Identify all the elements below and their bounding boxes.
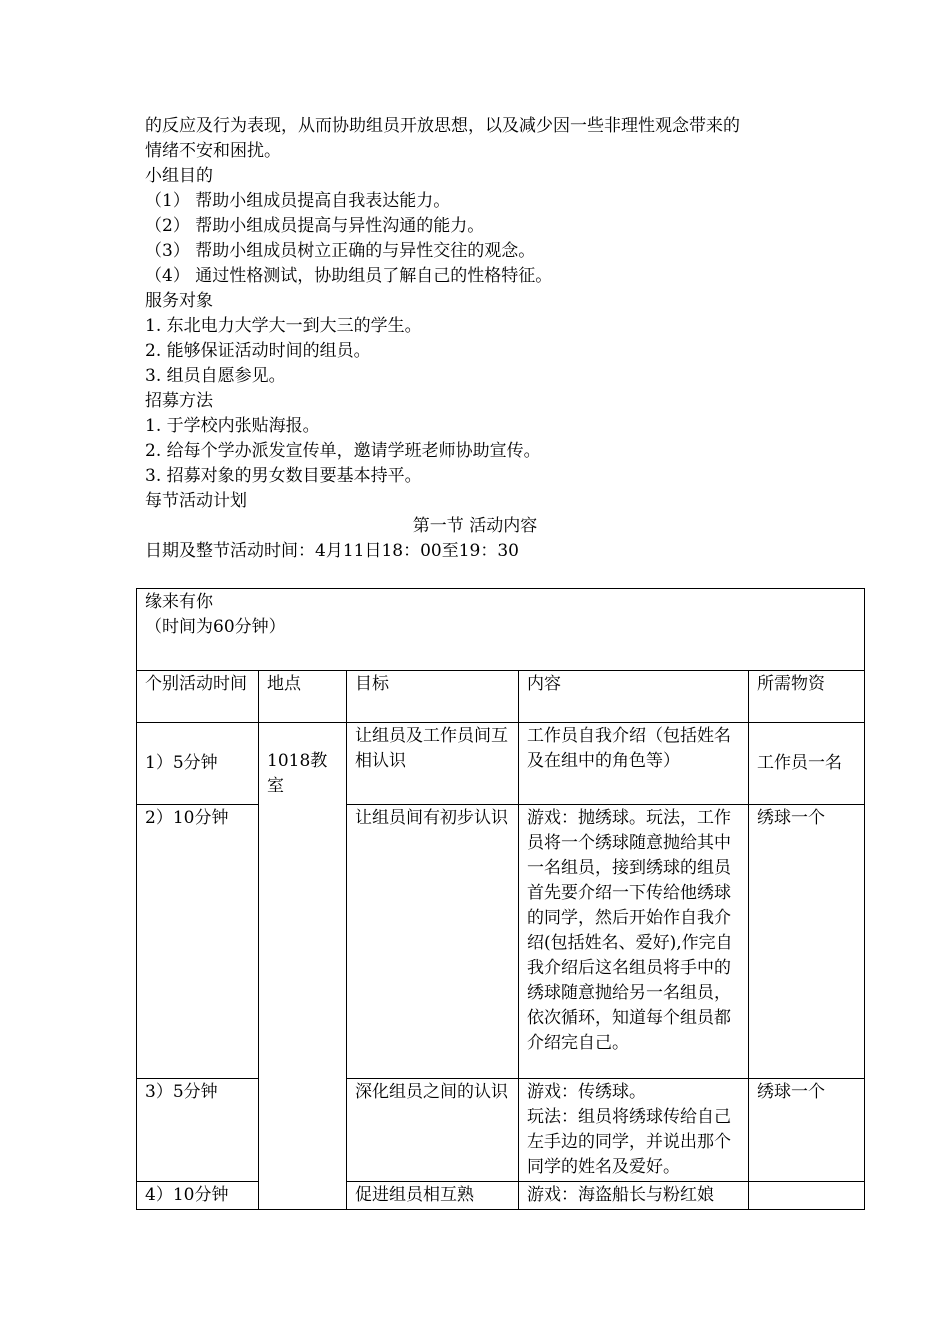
goal-cell: 让组员间有初步认识 [347, 805, 519, 1079]
content-cell: 游戏：海盗船长与粉红娘 [519, 1182, 749, 1210]
header-cell: 目标 [347, 671, 519, 723]
material-cell [749, 1182, 865, 1210]
goal-item: （4） 通过性格测试，协助组员了解自己的性格特征。 [145, 266, 553, 286]
recruit-item: 2. 给每个学办派发宣传单，邀请学班老师协助宣传。 [145, 441, 541, 461]
targets-heading: 服务对象 [145, 291, 213, 311]
table-row [137, 1182, 865, 1210]
table-row [137, 1079, 865, 1182]
content-rules: 玩法：组员将绣球传给自己左手边的同学，并说出那个同学的姓名及爱好。 [527, 1107, 731, 1177]
content-title: 游戏：传绣球。 [527, 1082, 646, 1102]
goal-item: （3） 帮助小组成员树立正确的与异性交往的观念。 [145, 241, 536, 261]
material-cell: 工作员一名 [749, 723, 865, 805]
table-duration: （时间为60分钟） [145, 617, 286, 637]
table-title-cell [137, 589, 865, 671]
material-cell: 绣球一个 [749, 805, 865, 1079]
table-title-row [137, 589, 865, 671]
material-cell: 绣球一个 [749, 1079, 865, 1182]
recruit-item: 1. 于学校内张贴海报。 [145, 416, 320, 436]
content-cell: 游戏：抛绣球。玩法，工作员将一个绣球随意抛给其中一名组员，接到绣球的组员首先要介绍一下传给他绣球的同学，然后开始作自我介绍(包括姓名、爱好),作完自我介绍后这名组员将手中的绣球随意抛给另一名组员，依次循环，知道每个组员都介绍完自己。 [519, 805, 749, 1079]
recruit-heading: 招募方法 [145, 391, 213, 411]
intro-line-1: 的反应及行为表现，从而协助组员开放思想，以及减少因一些非理性观念带来的 [145, 116, 740, 136]
target-item: 3. 组员自愿参见。 [145, 366, 286, 386]
header-cell: 个别活动时间 [137, 671, 259, 723]
goal-cell: 促进组员相互熟 [347, 1182, 519, 1210]
header-cell: 地点 [259, 671, 347, 723]
content-cell [519, 1079, 749, 1182]
goal-cell: 让组员及工作员间互相认识 [347, 723, 519, 805]
session-title: 第一节 活动内容 [412, 516, 538, 536]
content-cell: 工作员自我介绍（包括姓名及在组中的角色等） [519, 723, 749, 805]
table-row [137, 805, 865, 1079]
table-row [137, 723, 865, 805]
goals-heading: 小组目的 [145, 166, 213, 186]
goal-item: （2） 帮助小组成员提高与异性沟通的能力。 [145, 216, 485, 236]
time-cell: 2）10分钟 [137, 805, 259, 1079]
goal-cell: 深化组员之间的认识 [347, 1079, 519, 1182]
time-cell: 1）5分钟 [137, 723, 259, 805]
location-text: 1018教室 [267, 751, 328, 796]
activity-table [136, 588, 865, 1210]
table-header-row [137, 671, 865, 723]
table-title: 缘来有你 [145, 592, 213, 612]
session-datetime: 日期及整节活动时间：4月11日18：00至19：30 [145, 541, 519, 561]
time-cell: 4）10分钟 [137, 1182, 259, 1210]
target-item: 2. 能够保证活动时间的组员。 [145, 341, 371, 361]
intro-line-2: 情绪不安和困扰。 [145, 141, 281, 161]
time-cell: 3）5分钟 [137, 1079, 259, 1182]
location-cell [259, 723, 347, 1210]
header-cell: 内容 [519, 671, 749, 723]
header-cell: 所需物资 [749, 671, 865, 723]
recruit-item: 3. 招募对象的男女数目要基本持平。 [145, 466, 422, 486]
plan-heading: 每节活动计划 [145, 491, 247, 511]
target-item: 1. 东北电力大学大一到大三的学生。 [145, 316, 422, 336]
goal-item: （1） 帮助小组成员提高自我表达能力。 [145, 191, 451, 211]
